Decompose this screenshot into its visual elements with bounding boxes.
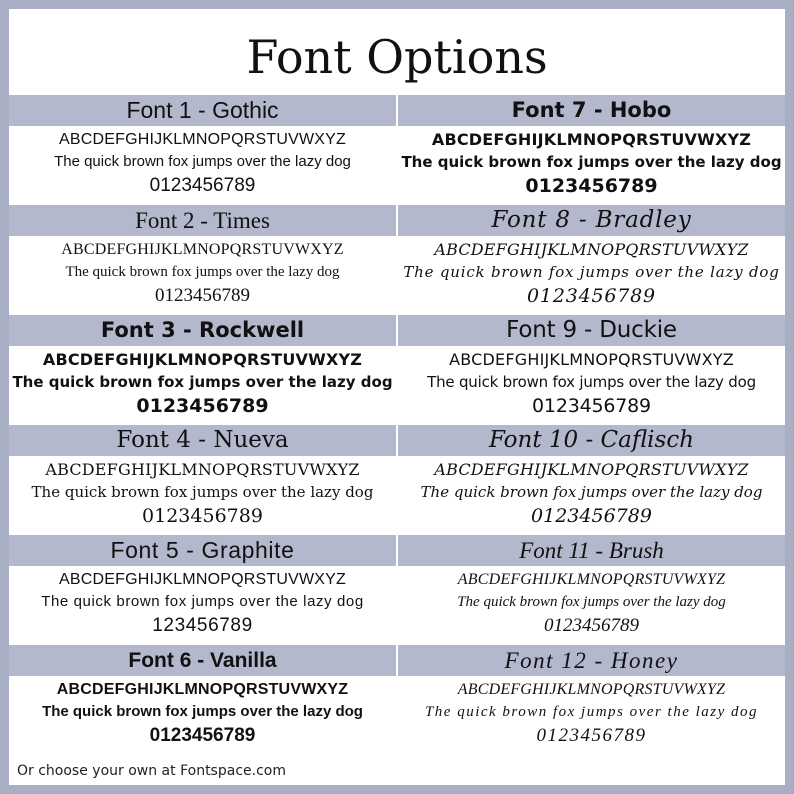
- sentence-sample: The quick brown fox jumps over the lazy dog: [401, 153, 782, 171]
- font-row: [9, 315, 785, 425]
- font-label: Font 12 - Honey: [398, 645, 785, 676]
- alphabet-sample: ABCDEFGHIJKLMNOPQRSTUVWXYZ: [42, 350, 363, 369]
- font-row: [9, 205, 785, 315]
- sentence-sample: The quick brown fox jumps over the lazy dog: [42, 703, 363, 720]
- digits-sample: 0123456789: [525, 175, 658, 197]
- font-label: Font 11 - Brush: [398, 535, 785, 566]
- sentence-sample: The quick brown fox jumps over the lazy dog: [427, 373, 756, 391]
- font-label: Font 4 - Nueva: [9, 425, 396, 456]
- font-sample-rockwell: [9, 315, 396, 425]
- font-sample-nueva: [9, 425, 396, 535]
- font-label: Font 1 - Gothic: [9, 95, 396, 126]
- font-label: Font 2 - Times: [9, 205, 396, 236]
- alphabet-sample: ABCDEFGHIJKLMNOPQRSTUVWXYZ: [61, 241, 344, 258]
- font-label: Font 6 - Vanilla: [9, 645, 396, 676]
- alphabet-sample: ABCDEFGHIJKLMNOPQRSTUVWXYZ: [457, 681, 726, 698]
- font-options-sheet: [9, 9, 785, 785]
- alphabet-sample: ABCDEFGHIJKLMNOPQRSTUVWXYZ: [457, 571, 726, 588]
- sentence-sample: The quick brown fox jumps over the lazy dog: [424, 704, 759, 720]
- font-sample-vanilla: [9, 645, 396, 755]
- font-sample-gothic: [9, 95, 396, 205]
- digits-sample: 0123456789: [532, 395, 651, 417]
- font-sample-hobo: [398, 95, 785, 205]
- font-label: Font 3 - Rockwell: [9, 315, 396, 346]
- alphabet-sample: ABCDEFGHIJKLMNOPQRSTUVWXYZ: [434, 240, 749, 259]
- font-label: Font 7 - Hobo: [398, 95, 785, 126]
- font-label: Font 5 - Graphite: [9, 535, 396, 566]
- font-sample-duckie: [398, 315, 785, 425]
- digits-sample: 0123456789: [531, 505, 652, 527]
- font-sample-brush: [398, 535, 785, 645]
- digits-sample: 0123456789: [527, 285, 656, 307]
- page-title: Font Options: [246, 30, 548, 84]
- sentence-sample: The quick brown fox jumps over the lazy dog: [65, 264, 340, 280]
- font-sample-honey: [398, 645, 785, 755]
- digits-sample: 0123456789: [149, 725, 256, 746]
- font-sample-graphite: [9, 535, 396, 645]
- alphabet-sample: ABCDEFGHIJKLMNOPQRSTUVWXYZ: [45, 460, 360, 479]
- sentence-sample: The quick brown fox jumps over the lazy dog: [12, 373, 393, 391]
- alphabet-sample: ABCDEFGHIJKLMNOPQRSTUVWXYZ: [58, 131, 346, 148]
- alphabet-sample: ABCDEFGHIJKLMNOPQRSTUVWXYZ: [58, 571, 346, 588]
- digits-sample: 0123456789: [155, 285, 250, 306]
- sentence-sample: The quick brown fox jumps over the lazy dog: [403, 263, 780, 281]
- alphabet-sample: ABCDEFGHIJKLMNOPQRSTUVWXYZ: [56, 681, 349, 698]
- alphabet-sample: ABCDEFGHIJKLMNOPQRSTUVWXYZ: [449, 350, 734, 369]
- font-sample-times: [9, 205, 396, 315]
- font-row: [9, 425, 785, 535]
- font-sample-caflisch: [398, 425, 785, 535]
- font-row: [9, 535, 785, 645]
- sentence-sample: The quick brown fox jumps over the lazy dog: [420, 483, 763, 501]
- digits-sample: 0123456789: [136, 395, 269, 417]
- digits-sample: 0123456789: [544, 615, 639, 636]
- digits-sample: 0123456789: [149, 175, 256, 196]
- font-row: [9, 645, 785, 755]
- font-label: Font 10 - Caflisch: [398, 425, 785, 456]
- sentence-sample: The quick brown fox jumps over the lazy dog: [41, 593, 364, 610]
- sentence-sample: The quick brown fox jumps over the lazy dog: [54, 153, 351, 170]
- footer-note: Or choose your own at Fontspace.com: [17, 763, 286, 779]
- font-label: Font 9 - Duckie: [398, 315, 785, 346]
- digits-sample: 123456789: [152, 615, 253, 636]
- font-row: [9, 95, 785, 205]
- font-sample-bradley: [398, 205, 785, 315]
- font-label: Font 8 - Bradley: [398, 205, 785, 236]
- digits-sample: 0123456789: [536, 725, 647, 746]
- sentence-sample: The quick brown fox jumps over the lazy dog: [31, 483, 374, 501]
- alphabet-sample: ABCDEFGHIJKLMNOPQRSTUVWXYZ: [431, 130, 752, 149]
- digits-sample: 0123456789: [142, 505, 263, 527]
- sentence-sample: The quick brown fox jumps over the lazy dog: [457, 594, 726, 610]
- alphabet-sample: ABCDEFGHIJKLMNOPQRSTUVWXYZ: [434, 460, 749, 479]
